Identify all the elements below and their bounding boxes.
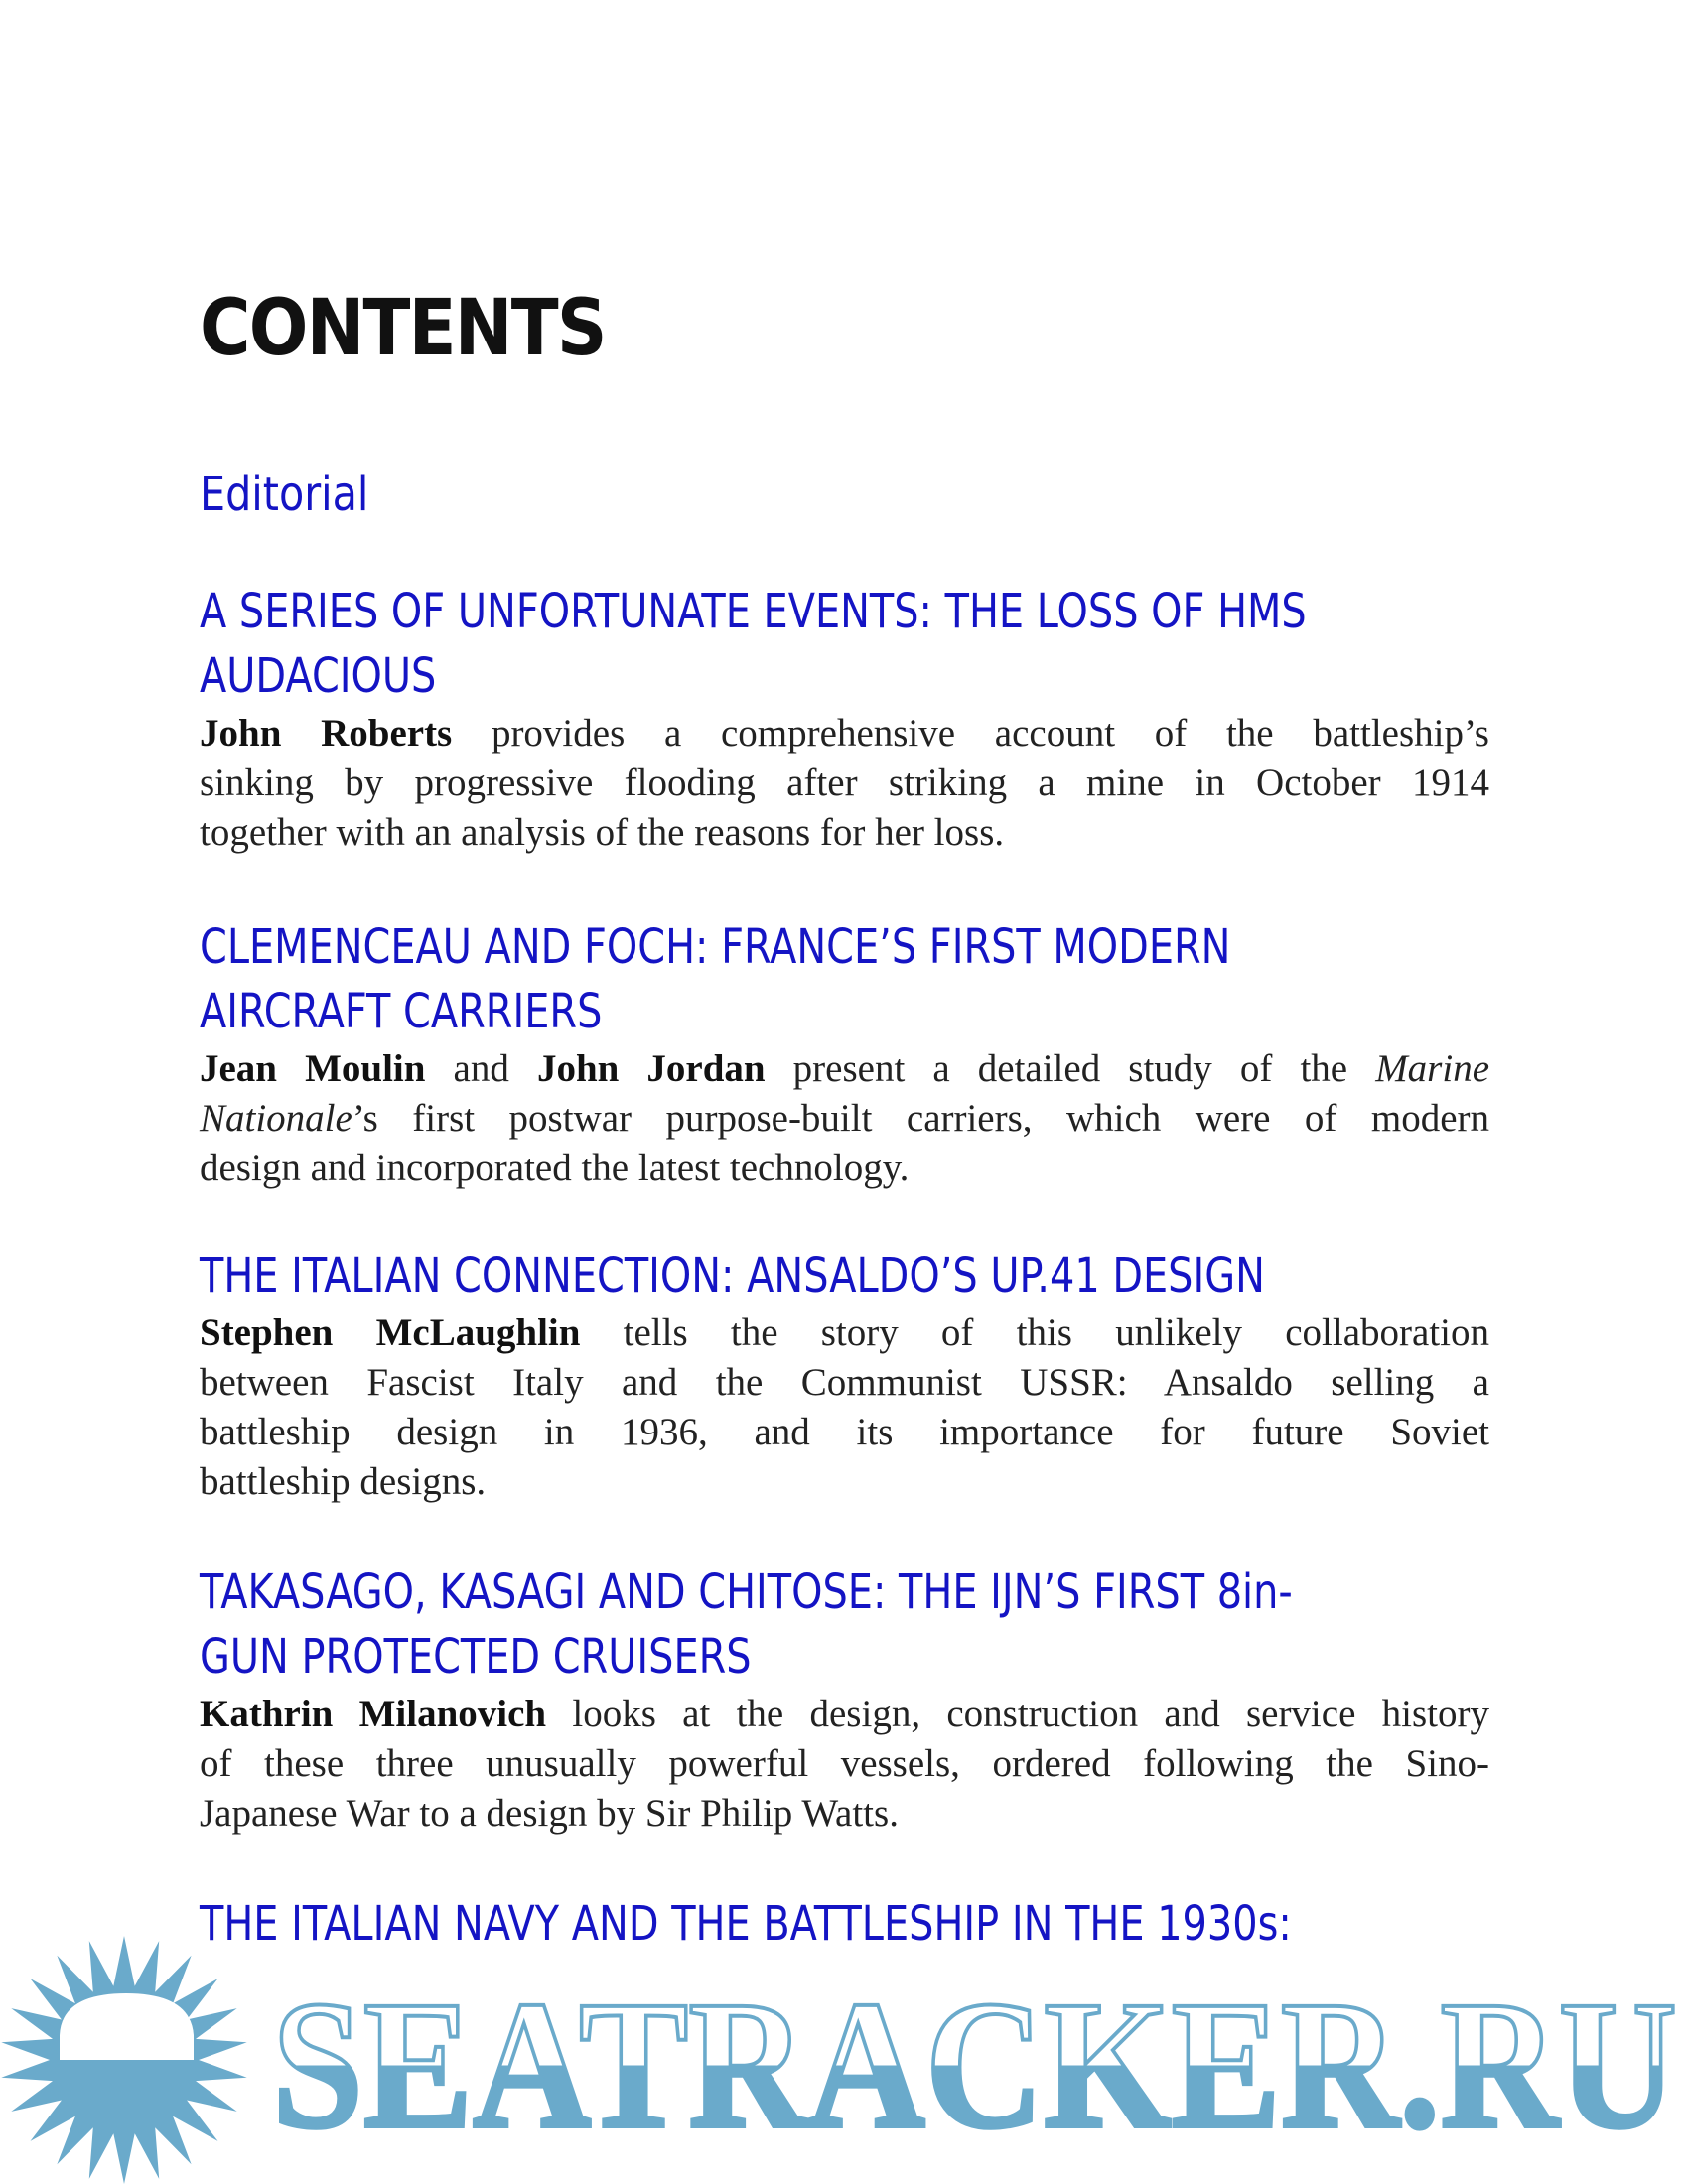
article-title-link[interactable]: AIRCRAFT CARRIERS [200, 984, 603, 1039]
article-summary-line [200, 1144, 1489, 1193]
author-name: Jean Moulin [200, 1047, 426, 1090]
summary-text: tells the story of this unlikely collaboration [580, 1311, 1489, 1354]
author-name: John Roberts [200, 712, 453, 754]
sun-logo-icon [1, 1936, 246, 2184]
article-title-link[interactable]: CLEMENCEAU AND FOCH: FRANCE’S FIRST MODERN [200, 919, 1231, 975]
article-title-link[interactable]: TAKASAGO, KASAGI AND CHITOSE: THE IJN’S FIRST 8in- [200, 1565, 1293, 1620]
article-summary-line [200, 1739, 1489, 1789]
article-summary-line [200, 1044, 1489, 1094]
article-title-link[interactable]: THE ITALIAN CONNECTION: ANSALDO’S UP.41 DESIGN [200, 1248, 1265, 1303]
summary-text: Japanese War to a design by Sir Philip Watts. [200, 1792, 899, 1835]
summary-text: ’s first postwar purpose-built carriers, which were of modern [352, 1097, 1489, 1140]
summary-text: provides a comprehensive account of the battleship’s [452, 712, 1489, 754]
summary-text: between Fascist Italy and the Communist USSR: Ansaldo selling a [200, 1361, 1489, 1404]
article-title-link[interactable]: AUDACIOUS [200, 648, 437, 704]
seatracker-watermark [0, 1926, 1688, 2184]
summary-text: design and incorporated the latest technology. [200, 1147, 910, 1189]
summary-text: battleship design in 1936, and its importance for future Soviet [200, 1411, 1489, 1453]
summary-text: present a detailed study of the [765, 1047, 1376, 1090]
article-summary-line [200, 1457, 1489, 1507]
author-name: Stephen McLaughlin [200, 1311, 581, 1354]
article-summary-line [200, 709, 1489, 758]
article-title-link[interactable]: A SERIES OF UNFORTUNATE EVENTS: THE LOSS OF HMS [200, 584, 1307, 639]
article-title-link[interactable]: THE ITALIAN NAVY AND THE BATTLESHIP IN THE 1930s: [200, 1896, 1292, 1952]
editorial-link[interactable]: Editorial [200, 467, 369, 522]
article-summary-line [200, 808, 1489, 858]
summary-text: sinking by progressive flooding after striking a mine in October 1914 [200, 761, 1489, 804]
contents-entry [200, 580, 1489, 858]
summary-text: looks at the design, construction and service history [546, 1693, 1489, 1735]
summary-text: and [425, 1047, 537, 1090]
summary-text: Marine [1375, 1047, 1489, 1090]
summary-text: Nationale [200, 1097, 352, 1140]
page-title: CONTENTS [200, 284, 606, 373]
article-summary-line [200, 1690, 1489, 1739]
contents-entry [200, 915, 1489, 1193]
contents-entry [200, 1561, 1489, 1839]
article-summary-line [200, 758, 1489, 808]
contents-entry [200, 1244, 1489, 1507]
article-title-link[interactable]: GUN PROTECTED CRUISERS [200, 1629, 752, 1685]
article-summary-line [200, 1789, 1489, 1839]
article-summary-line [200, 1308, 1489, 1358]
summary-text: together with an analysis of the reasons for her loss. [200, 811, 1005, 854]
watermark-text: SEATRACKER.RU [272, 1964, 1677, 2167]
author-name: John Jordan [536, 1047, 766, 1090]
article-summary-line [200, 1408, 1489, 1457]
author-name: Kathrin Milanovich [200, 1693, 547, 1735]
article-summary-line [200, 1358, 1489, 1408]
article-summary-line [200, 1094, 1489, 1144]
summary-text: battleship designs. [200, 1460, 487, 1503]
summary-text: of these three unusually powerful vessels, ordered following the Sino- [200, 1742, 1489, 1785]
